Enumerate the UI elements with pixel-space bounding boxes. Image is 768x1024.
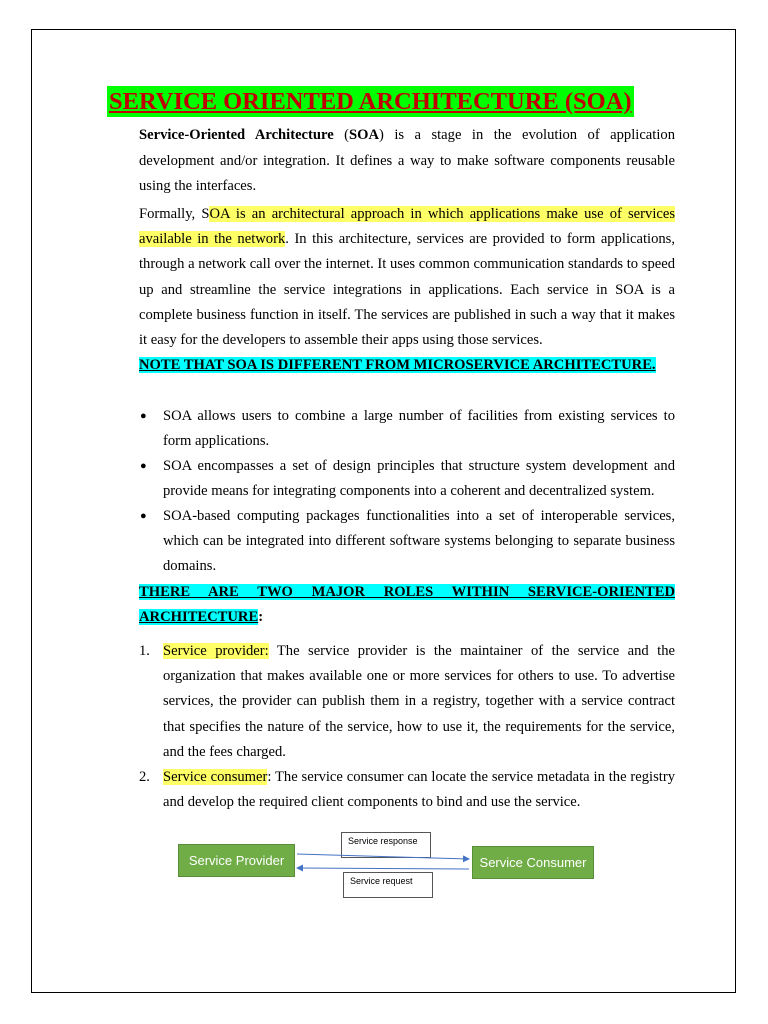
note-heading-text: NOTE THAT SOA IS DIFFERENT FROM MICROSERVICE ARCHITECTURE. (139, 357, 656, 373)
list-item-text: SOA encompasses a set of design principles that structure system development and provide means for integrating components into a coherent and decentralized system. (163, 458, 675, 499)
roles-heading-text: THERE ARE TWO MAJOR ROLES WITHIN SERVICE-ORIENTED ARCHITECTURE (139, 584, 675, 625)
list-item (139, 765, 675, 815)
role-label: Service provider: (163, 643, 269, 659)
list-number: 1. (139, 643, 150, 659)
role-text: : The service consumer can locate the service metadata in the registry and develop the required client components to bind and use the service. (163, 769, 675, 811)
list-item (139, 404, 675, 454)
service-provider-box: Service Provider (178, 844, 295, 877)
formal-rest: . In this architecture, services are provided to form applications, through a network call over the internet. It uses common communication standards to speed up and streamline the service integrations in applications. Each service in SOA is a complete business function in itself. The services are published in such a way that it makes it easy for the developers to assemble their apps using those services. (139, 231, 675, 349)
intro-paren: ( (333, 127, 350, 143)
service-response-label: Service response (341, 832, 431, 858)
formal-highlight: OA is an architectural approach in which applications make use of services available in the network (139, 206, 676, 248)
roles-list (139, 639, 675, 815)
list-item (139, 504, 675, 579)
list-item-text: SOA allows users to combine a large number of facilities from existing services to form applications. (163, 408, 675, 449)
intro-abbr: SOA (349, 127, 380, 143)
note-heading (139, 353, 675, 378)
list-item (139, 454, 675, 504)
list-item-text: SOA-based computing packages functionalities into a set of interoperable services, which can be integrated into different software systems belonging to separate business domains. (163, 508, 675, 574)
intro-term: Service-Oriented Architecture (139, 127, 334, 143)
role-label: Service consumer (163, 769, 268, 786)
list-item (139, 639, 675, 765)
diagram-arrows (150, 822, 610, 914)
list-number: 2. (139, 769, 150, 786)
service-request-label: Service request (343, 872, 433, 898)
request-arrow (297, 868, 469, 869)
service-consumer-box: Service Consumer (472, 846, 594, 879)
response-arrow (297, 854, 469, 859)
soa-diagram (150, 822, 610, 914)
bullet-icon: ● (140, 510, 147, 522)
intro-paragraph (139, 123, 675, 200)
roles-heading (139, 580, 675, 630)
soa-bullet-list (139, 404, 675, 579)
page-title: SERVICE ORIENTED ARCHITECTURE (SOA) (109, 88, 632, 115)
formal-prefix: Formally, S (139, 206, 210, 222)
bullet-icon: ● (140, 410, 147, 422)
intro-rest: ) is a stage in the evolution of application development and/or integration. It defines a way to make software components reusable using the interfaces. (139, 127, 675, 194)
formal-paragraph (139, 202, 675, 353)
role-text: The service provider is the maintainer of the service and the organization that makes available one or more services for others to use. To advertise services, the provider can publish them in a registry, together with a service contract that specifies the nature of the service, how to use it, the requirements for the service, and the fees charged. (163, 643, 675, 760)
bullet-icon: ● (140, 460, 147, 472)
roles-heading-colon: : (258, 609, 264, 625)
